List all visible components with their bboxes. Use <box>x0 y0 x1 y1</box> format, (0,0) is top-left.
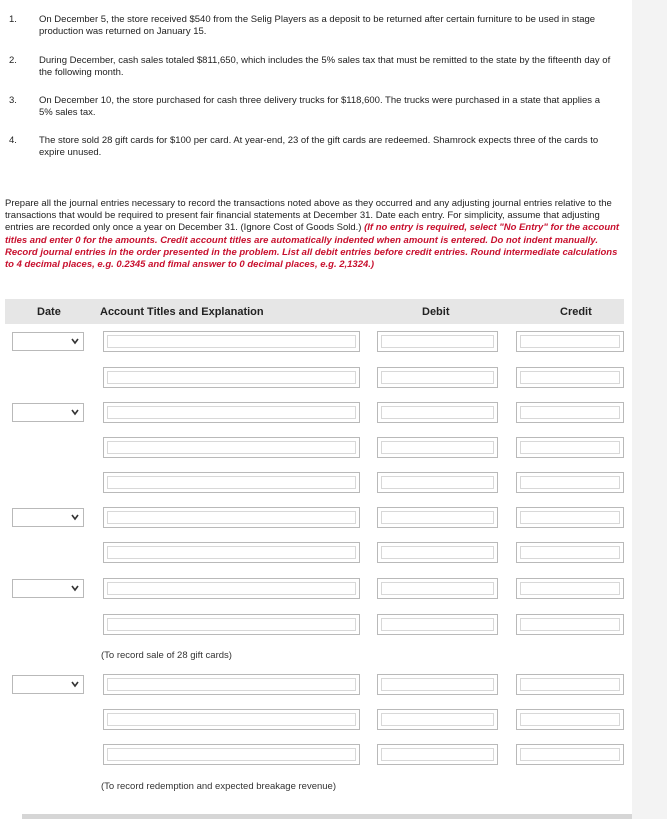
chevron-down-icon <box>71 583 79 593</box>
account-title-input[interactable] <box>103 437 360 458</box>
debit-input[interactable] <box>377 402 498 423</box>
debit-input[interactable] <box>377 367 498 388</box>
chevron-down-icon <box>71 679 79 689</box>
account-title-input[interactable] <box>103 674 360 695</box>
item-text: During December, cash sales totaled $811,650, which includes the 5% sales tax that must be remitted to the state by the fifteenth day of the following month. <box>39 55 611 78</box>
debit-input[interactable] <box>377 542 498 563</box>
debit-input[interactable] <box>377 709 498 730</box>
horizontal-scrollbar[interactable] <box>22 814 632 819</box>
instructions-emphasis: (If no entry is required, select "No Entry" for the account titles and enter 0 for the amounts. Credit account titles are automatically indented when amount is entered. Do not indent manually. Record journal entries in the order presented in the problem. List all debit entries before credit entries. Round intermediate calculations to 4 decimal places, e.g. 0.2345 and fimal answer to 0 decimal places, e.g. 2,1324.) <box>5 222 620 271</box>
credit-input[interactable] <box>516 331 624 352</box>
debit-input[interactable] <box>377 578 498 599</box>
credit-input[interactable] <box>516 367 624 388</box>
credit-input[interactable] <box>516 507 624 528</box>
debit-input[interactable] <box>377 614 498 635</box>
entry-note: (To record sale of 28 gift cards) <box>101 650 232 661</box>
debit-input[interactable] <box>377 507 498 528</box>
date-select[interactable] <box>12 403 84 422</box>
header-debit: Debit <box>422 306 450 318</box>
account-title-input[interactable] <box>103 367 360 388</box>
credit-input[interactable] <box>516 744 624 765</box>
account-title-input[interactable] <box>103 578 360 599</box>
debit-input[interactable] <box>377 437 498 458</box>
credit-input[interactable] <box>516 674 624 695</box>
header-account: Account Titles and Explanation <box>100 306 264 318</box>
credit-input[interactable] <box>516 437 624 458</box>
chevron-down-icon <box>71 407 79 417</box>
header-credit: Credit <box>560 306 592 318</box>
item-number: 3. <box>9 95 17 106</box>
debit-input[interactable] <box>377 744 498 765</box>
debit-input[interactable] <box>377 674 498 695</box>
date-select[interactable] <box>12 579 84 598</box>
side-strip <box>632 0 667 819</box>
journal-table-header <box>5 299 624 324</box>
credit-input[interactable] <box>516 542 624 563</box>
credit-input[interactable] <box>516 709 624 730</box>
instructions <box>5 198 625 271</box>
item-text: The store sold 28 gift cards for $100 per card. At year-end, 23 of the gift cards are redeemed. Shamrock expects three of the cards to expire unused. <box>39 135 599 158</box>
item-text: On December 5, the store received $540 from the Selig Players as a deposit to be returned after certain furniture to be used in stage production was returned on January 15. <box>39 14 596 37</box>
date-select[interactable] <box>12 508 84 527</box>
account-title-input[interactable] <box>103 472 360 493</box>
item-number: 1. <box>9 14 17 25</box>
credit-input[interactable] <box>516 472 624 493</box>
debit-input[interactable] <box>377 331 498 352</box>
item-number: 4. <box>9 135 17 146</box>
header-date: Date <box>37 306 61 318</box>
account-title-input[interactable] <box>103 402 360 423</box>
account-title-input[interactable] <box>103 709 360 730</box>
item-number: 2. <box>9 55 17 66</box>
chevron-down-icon <box>71 336 79 346</box>
date-select[interactable] <box>12 675 84 694</box>
account-title-input[interactable] <box>103 542 360 563</box>
account-title-input[interactable] <box>103 331 360 352</box>
date-select[interactable] <box>12 332 84 351</box>
instructions-text: Prepare all the journal entries necessary to record the transactions noted above as they occurred and any adjusting journal entries relative to the transactions that would be required to present fair financial statements at December 31. Date each entry. For simplicity, assume that adjusting entries are recorded only once a year on December 31. (Ignore Cost of Goods Sold.) <box>5 198 612 234</box>
account-title-input[interactable] <box>103 614 360 635</box>
chevron-down-icon <box>71 512 79 522</box>
account-title-input[interactable] <box>103 744 360 765</box>
entry-note: (To record redemption and expected breakage revenue) <box>101 781 337 792</box>
account-title-input[interactable] <box>103 507 360 528</box>
item-text: On December 10, the store purchased for cash three delivery trucks for $118,600. The trucks were purchased in a state that applies a 5% sales tax. <box>39 95 600 118</box>
credit-input[interactable] <box>516 578 624 599</box>
credit-input[interactable] <box>516 614 624 635</box>
credit-input[interactable] <box>516 402 624 423</box>
debit-input[interactable] <box>377 472 498 493</box>
